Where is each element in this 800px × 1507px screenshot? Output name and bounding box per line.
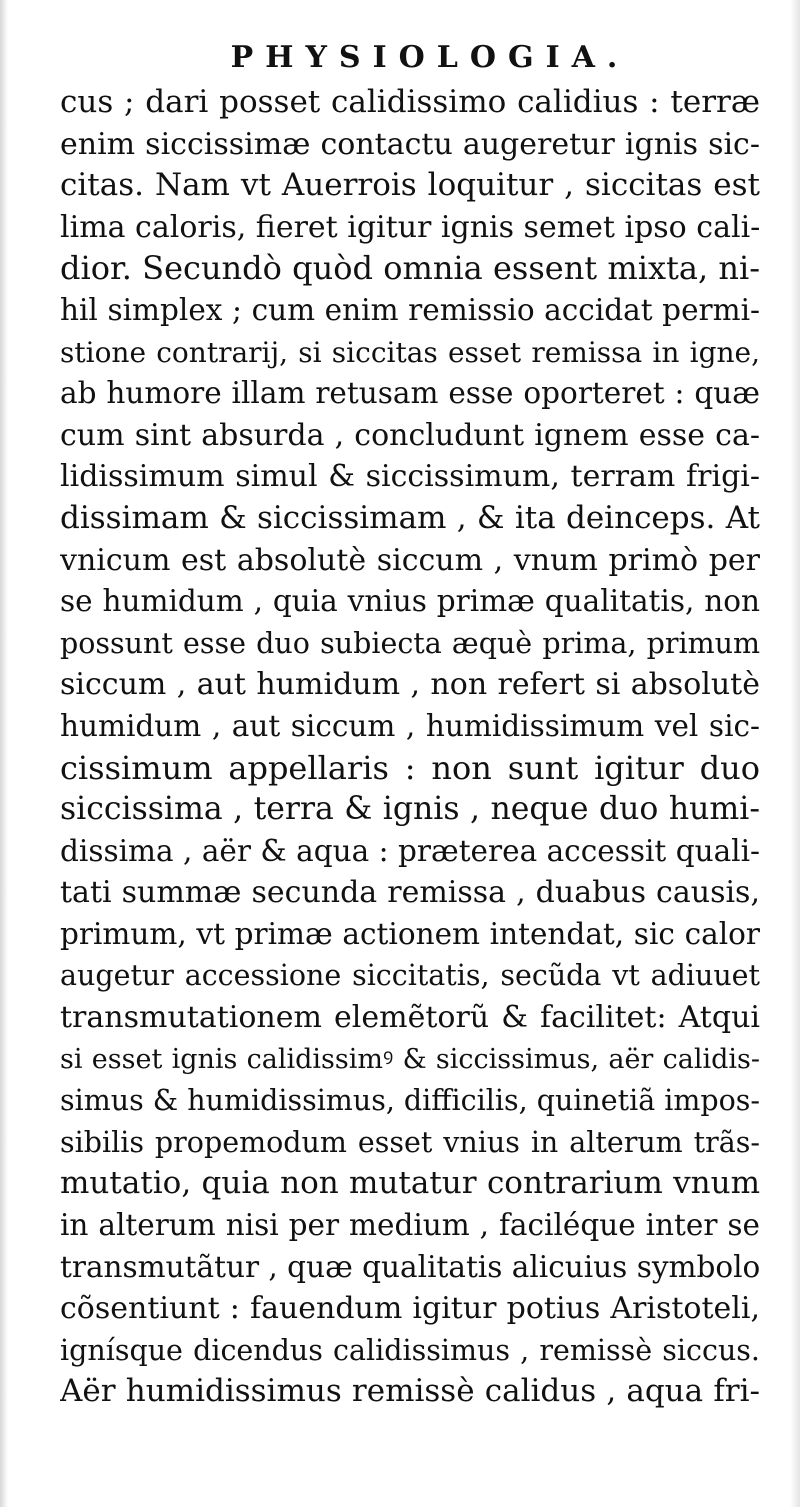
text-line: ab humore illam retusam esse oporteret : quæ [60, 376, 760, 411]
text-line: lima caloris, fieret igitur ignis semet ipso cali- [60, 209, 760, 245]
text-line: dissima , aër & aqua : præterea accessit quali- [60, 833, 760, 868]
text-line: citas. Nam vt Auerrois loquitur , siccitas est [60, 167, 760, 204]
text-line: stione contrarij, si siccitas esset remissa in igne, [60, 335, 760, 369]
text-line: hil simplex ; cum enim remissio accidat permi- [60, 292, 760, 327]
text-line: siccissima , terra & ignis , neque duo humi- [60, 791, 760, 828]
text-line: primum, vt primæ actionem intendat, sic calor [60, 916, 760, 951]
text-line: sibilis propemodum esset vnius in alterum trãs- [60, 1125, 760, 1159]
text-line: cus ; dari posset calidissimo calidius : terræ [60, 84, 760, 120]
text-line: vnicum est absolutè siccum , vnum primò per [60, 542, 760, 578]
text-line: se humidum , quia vnius primæ qualitatis, non [60, 584, 760, 619]
text-line: augetur accessione siccitatis, secũda vt adiuuet [60, 959, 760, 993]
text-line: mutatio, quia non mutatur contrarium vnum [60, 1165, 760, 1202]
text-line: lidissimum simul & siccissimum, terram frigi- [60, 459, 760, 495]
text-line: transmutationem elemẽtorũ & facilitet: Atqui [60, 1000, 760, 1036]
page-edge-right [790, 0, 800, 1507]
text-line: Aër humidissimus remissè calidus , aqua fri- [60, 1373, 760, 1410]
text-line: simus & humidissimus, difficilis, quinetiã impos- [60, 1084, 760, 1118]
text-line: transmutãtur , quæ qualitatis alicuius symbolo [60, 1249, 760, 1284]
body-text [60, 82, 760, 1413]
text-line: ignísque dicendus calidissimus , remissè siccus. [60, 1333, 760, 1367]
text-line: si esset ignis calidissimꝰ & siccissimus, aër calidis- [60, 1043, 760, 1075]
text-line: cissimum appellaris : non sunt igitur duo [60, 748, 760, 787]
text-line: siccum , aut humidum , non refert si absolutè [60, 667, 760, 703]
text-line: humidum , aut siccum , humidissimum vel sic- [60, 708, 760, 743]
text-line: possunt esse duo subiecta æquè prima, primum [60, 626, 760, 660]
text-line: dior. Secundò quòd omnia essent mixta, ni- [60, 249, 760, 288]
text-line: cõsentiunt : fauendum igitur potius Aristoteli, [60, 1291, 760, 1327]
text-line: in alterum nisi per medium , faciléque inter se [60, 1208, 760, 1243]
text-line: tati summæ secunda remissa , duabus causis, [60, 875, 760, 911]
text-line: dissimam & siccissimam , & ita deinceps. At [60, 499, 760, 536]
page-edge-left [0, 0, 8, 1507]
running-head: PHYSIOLOGIA. [230, 40, 630, 75]
text-line: cum sint absurda , concludunt ignem esse ca- [60, 417, 760, 453]
text-line: enim siccissimæ contactu augeretur ignis sic- [60, 126, 760, 162]
